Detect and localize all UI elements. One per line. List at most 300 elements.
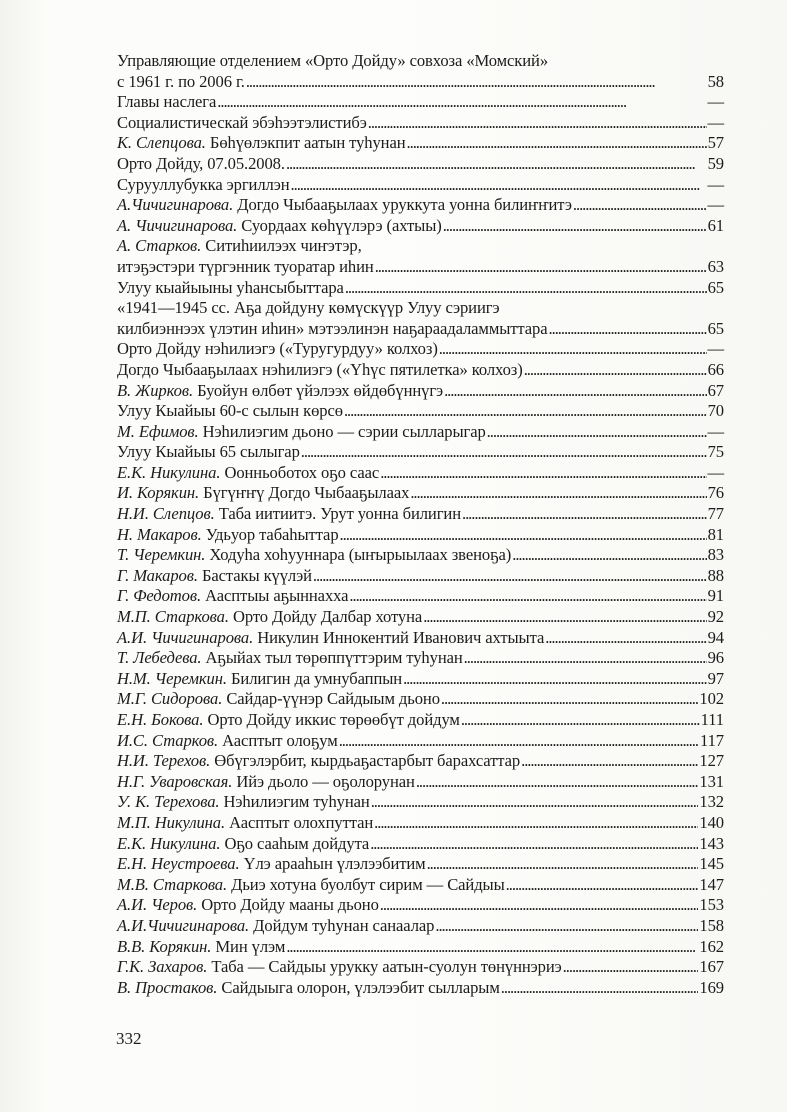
- toc-entry-line: [117, 710, 724, 731]
- toc-entry-author: Т. Черемкин.: [117, 545, 206, 565]
- toc-entry-page: —: [707, 112, 724, 132]
- toc-entry-author: К. Слепцова.: [117, 133, 206, 153]
- toc-entry: [117, 916, 724, 937]
- toc-entry-author: М. Ефимов.: [117, 421, 199, 441]
- toc-entry-text: [117, 628, 544, 649]
- toc-entry-line: [117, 937, 724, 958]
- dot-leader: [374, 813, 698, 834]
- toc-entry-title: Орто Дойду нэһилиэгэ («Туругурдуу» колхоз): [117, 339, 438, 359]
- toc-entry-text: [117, 772, 415, 793]
- toc-entry-title: Таба иитиитэ. Урут уонна билигин: [218, 504, 461, 524]
- toc-entry-line: [117, 72, 724, 93]
- toc-entry-line: [117, 360, 724, 381]
- toc-entry-title: Үлэ арааһын үлэлээбитим: [243, 854, 426, 874]
- toc-entry: [117, 113, 724, 134]
- toc-entry-page: —: [707, 174, 724, 194]
- toc-entry-title: Никулин Иннокентий Иванович ахтыыта: [257, 627, 545, 647]
- dot-leader: [370, 834, 698, 855]
- toc-entry-line: [117, 339, 724, 360]
- toc-entry-page: 77: [707, 504, 724, 524]
- toc-entry-line: [117, 154, 724, 175]
- toc-entry-author: М.П. Старкова.: [117, 607, 229, 627]
- toc-entry-line: [117, 216, 724, 237]
- toc-entry-title: Орто Дойду иккис төрөөбүт дойдум: [207, 710, 460, 729]
- dot-leader: [340, 525, 707, 546]
- toc-entry-page: —: [707, 339, 724, 359]
- toc-entry: [117, 442, 724, 463]
- toc-entry-author: А.И. Черов.: [117, 895, 198, 915]
- toc-entry: [117, 854, 724, 875]
- toc-entry-page: 70: [707, 401, 724, 421]
- toc-entry-page: 65: [707, 277, 724, 297]
- toc-entry-author: Е.Н. Неустроева.: [117, 854, 240, 874]
- toc-entry: [117, 360, 724, 381]
- toc-entry: [117, 648, 724, 669]
- dot-leader: [501, 978, 699, 999]
- toc-entry-title: Главы наслега: [117, 92, 217, 112]
- dot-leader: [301, 442, 707, 463]
- dot-leader: [345, 278, 707, 299]
- toc-entry-page: 153: [699, 895, 724, 915]
- toc-entry-page: 57: [707, 133, 724, 153]
- dot-leader: [423, 607, 706, 628]
- dot-leader: [444, 381, 707, 402]
- dot-leader: [403, 669, 707, 690]
- toc-entry-line: [117, 381, 724, 402]
- toc-entry: [117, 710, 724, 731]
- toc-entry-title: Догдо Чыбааҕылаах нэһилиэгэ («Үһүс пятилетка» колхоз): [117, 359, 523, 379]
- toc-entry-page: 59: [707, 153, 724, 173]
- toc-entry-text: [117, 731, 338, 752]
- toc-entry-title: Ийэ дьоло — оҕолорунан: [236, 771, 415, 791]
- toc-entry-page: —: [707, 462, 724, 482]
- toc-entry-title: Оонньоботох оҕо саас: [224, 462, 380, 482]
- toc-entry-line: [117, 875, 724, 896]
- toc-entry-text: [117, 278, 344, 299]
- toc-entry-title: Орто Дойду мааны дьоно: [201, 895, 379, 915]
- toc-entry-author: А. Чичигинарова.: [117, 215, 238, 235]
- toc-entry-title: Бүгүҥҥү Догдо Чыбааҕылаах: [203, 483, 410, 503]
- toc-entry-text: [117, 834, 369, 855]
- toc-entry: [117, 607, 724, 628]
- toc-entry-page: 61: [707, 215, 724, 235]
- toc-entry-line: [117, 422, 724, 443]
- toc-entry-line: [117, 751, 724, 772]
- toc-entry-text: [117, 113, 367, 134]
- toc-entry-author: Г. Федотов.: [117, 586, 202, 606]
- toc-entry-page: 92: [707, 607, 724, 627]
- toc-entry-page: 67: [707, 380, 724, 400]
- toc-entry-text: [117, 154, 285, 175]
- toc-entry-title: Оҕо саaһым дойдута: [224, 833, 370, 853]
- toc-entry-author: М.Г. Сидорова.: [117, 689, 223, 709]
- toc-entry-line: [117, 792, 724, 813]
- toc-entry-author: И.С. Старков.: [117, 730, 219, 750]
- toc-entry-line: [117, 113, 724, 134]
- dot-leader: [506, 875, 699, 896]
- toc-entry-author: Г.К. Захаров.: [117, 957, 208, 977]
- toc-entry-text: [117, 442, 300, 463]
- toc-entry-line: [117, 607, 724, 628]
- toc-entry-text: [117, 51, 548, 72]
- toc-entry-text: [117, 957, 562, 978]
- toc-entry-line: [117, 689, 724, 710]
- toc-entry-line: [117, 236, 724, 257]
- toc-entry-text: [117, 648, 463, 669]
- toc-entry-text: [117, 236, 362, 257]
- toc-entry-line: [117, 319, 724, 340]
- toc-entry-page: 83: [707, 545, 724, 565]
- toc-entry-line: [117, 257, 724, 278]
- toc-entry-line: [117, 731, 724, 752]
- toc-entry-text: [117, 607, 422, 628]
- dot-leader: [286, 937, 698, 958]
- toc-entry: [117, 813, 724, 834]
- toc-entry-text: [117, 689, 440, 710]
- toc-entry-author: Н.М. Черемкин.: [117, 668, 227, 688]
- toc-entry-text: [117, 381, 443, 402]
- toc-entry-title: Аҕыйах тыл төрөппүттэрим туһунан: [205, 648, 463, 668]
- toc-entry-title: Управляющие отделением «Орто Дойду» совхоза «Момский»: [117, 51, 549, 70]
- toc-entry-author: Е.К. Никулина.: [117, 462, 221, 482]
- toc-entry-text: [117, 298, 499, 319]
- toc-entry-page: 65: [707, 318, 724, 338]
- dot-leader: [462, 504, 707, 525]
- toc-entry-text: [117, 257, 374, 278]
- toc-entry-text: [117, 401, 343, 422]
- toc-entry-author: Н. Макаров.: [117, 524, 202, 544]
- toc-entry-line: [117, 298, 724, 319]
- toc-entry-line: [117, 854, 724, 875]
- toc-entry-title: Удьуор табаһыттар: [205, 524, 339, 544]
- toc-entry: [117, 92, 724, 113]
- toc-entry-page: 91: [707, 586, 724, 606]
- toc-entry-author: И. Корякин.: [117, 483, 200, 503]
- toc-entry: [117, 895, 724, 916]
- toc-entry-text: [117, 937, 285, 958]
- toc-entry: [117, 545, 724, 566]
- toc-entry-text: [117, 566, 312, 587]
- toc-entry: [117, 381, 724, 402]
- toc-entry-title: Бастакы күүлэй: [201, 565, 312, 585]
- toc-entry-title: с 1961 г. по 2006 г.: [117, 71, 245, 91]
- toc-entry-page: 117: [700, 730, 724, 750]
- toc-entry-line: [117, 669, 724, 690]
- toc-entry: [117, 195, 724, 216]
- toc-entry-title: Сайдар-үүнэр Сайдыым дьоно: [226, 689, 440, 709]
- dot-leader: [435, 916, 698, 937]
- toc-entry-line: [117, 51, 724, 72]
- toc-entry-page: 63: [707, 256, 724, 276]
- toc-entry-title: Сурууллубукка эргиллэн: [117, 174, 290, 194]
- toc-entry-title: Нэһилиэгим дьоно — сэрии сылларыгар: [202, 421, 486, 441]
- toc-entry-line: [117, 278, 724, 299]
- toc-entry-page: 127: [699, 751, 724, 771]
- toc-entry-author: А.И. Чичигинарова.: [117, 627, 254, 647]
- toc-entry-line: [117, 401, 724, 422]
- toc-entry: [117, 586, 724, 607]
- toc-entry-line: [117, 648, 724, 669]
- toc-entry-title: Ходуһа хоһууннара (ыҥырыылаах звеноҕа): [209, 545, 512, 565]
- toc-entry-title: Дойдум туһунан санаалар: [253, 915, 435, 935]
- toc-entry-line: [117, 175, 724, 196]
- toc-entry-page: 169: [699, 977, 724, 997]
- toc-entry-author: У. К. Терехова.: [117, 792, 220, 812]
- toc-entry-title: Дьиэ хотуна буолбут сирим — Сайдыы: [231, 874, 505, 894]
- dot-leader: [217, 92, 706, 113]
- toc-entry-author: М.П. Никулина.: [117, 812, 226, 832]
- toc-entry: [117, 751, 724, 772]
- toc-entry-title: Орто Дойду, 07.05.2008.: [117, 153, 285, 173]
- dot-leader: [246, 72, 707, 93]
- toc-entry-title: Социалистическай эбэһээтэлистибэ: [117, 112, 367, 132]
- toc-entry-title: Ситиһиилээх чиҥэтэр,: [205, 236, 362, 256]
- toc-entry-line: [117, 92, 724, 113]
- toc-entry-page: 76: [707, 483, 724, 503]
- dot-leader: [549, 319, 707, 340]
- toc-entry-page: —: [707, 92, 724, 112]
- dot-leader: [461, 710, 700, 731]
- toc-entry-text: [117, 545, 511, 566]
- toc-entry-text: [117, 916, 434, 937]
- toc-entry-text: [117, 978, 500, 999]
- toc-entry: [117, 483, 724, 504]
- toc-entry-title: Суордаах көһүүлэрэ (ахтыы): [241, 215, 442, 235]
- toc-entry: [117, 669, 724, 690]
- toc-entry-line: [117, 895, 724, 916]
- toc-entry-line: [117, 813, 724, 834]
- toc-entry: [117, 834, 724, 855]
- toc-entry-page: 81: [707, 524, 724, 544]
- dot-leader: [339, 731, 699, 752]
- toc-entry: [117, 628, 724, 649]
- toc-entry: [117, 154, 724, 175]
- dot-leader: [427, 854, 699, 875]
- dot-leader: [521, 751, 698, 772]
- table-of-contents: [117, 51, 724, 998]
- toc-entry: [117, 278, 724, 299]
- toc-entry: [117, 525, 724, 546]
- toc-entry-page: 58: [707, 71, 724, 91]
- toc-entry-text: [117, 669, 402, 690]
- toc-entry-page: 140: [699, 812, 724, 832]
- toc-entry-line: [117, 957, 724, 978]
- toc-entry: [117, 772, 724, 793]
- toc-entry-author: М.В. Старкова.: [117, 874, 228, 894]
- toc-entry-text: [117, 195, 572, 216]
- toc-entry-author: А.И.Чичигинарова.: [117, 915, 250, 935]
- toc-entry-line: [117, 586, 724, 607]
- toc-entry-author: Е.Н. Бокова.: [117, 710, 204, 729]
- toc-entry-text: [117, 875, 505, 896]
- toc-entry: [117, 792, 724, 813]
- toc-entry-text: [117, 216, 442, 237]
- toc-entry-text: [117, 422, 486, 443]
- toc-entry-author: В. Простаков.: [117, 977, 218, 997]
- toc-entry-title: Орто Дойду Далбар хотуна: [232, 607, 423, 627]
- dot-leader: [380, 895, 699, 916]
- toc-entry-text: [117, 339, 438, 360]
- dot-leader: [439, 339, 707, 360]
- toc-entry-author: Н.Г. Уваровская.: [117, 771, 233, 791]
- toc-entry-author: Г. Макаров.: [117, 565, 198, 585]
- toc-entry-title: итэҕэстэри түргэнник туоратар иһин: [117, 256, 374, 276]
- toc-entry-page: 88: [707, 565, 724, 585]
- toc-entry-title: Билигин да умнубаппын: [231, 668, 403, 688]
- toc-entry-line: [117, 545, 724, 566]
- toc-entry-line: [117, 566, 724, 587]
- toc-entry: [117, 875, 724, 896]
- toc-entry: [117, 566, 724, 587]
- toc-entry-author: В.В. Корякин.: [117, 936, 212, 956]
- toc-entry: [117, 339, 724, 360]
- toc-entry: [117, 731, 724, 752]
- dot-leader: [524, 360, 707, 381]
- dot-leader: [368, 113, 707, 134]
- toc-entry-title: Аасптыы аҕыннахха: [205, 586, 349, 606]
- toc-entry: [117, 298, 724, 339]
- toc-entry-title: Улуу Кыайыы 60-с сылын көрсө: [117, 401, 343, 421]
- toc-entry-title: Өбүгэлэрбит, кырдьаҕастарбыт барахсаттар: [214, 751, 521, 771]
- toc-entry-text: [117, 504, 461, 525]
- toc-entry: [117, 133, 724, 154]
- toc-entry-text: [117, 92, 216, 113]
- toc-entry-line: [117, 483, 724, 504]
- toc-entry-line: [117, 133, 724, 154]
- toc-entry-author: А. Старков.: [117, 236, 202, 256]
- toc-entry-text: [117, 751, 520, 772]
- dot-leader: [464, 648, 707, 669]
- dot-leader: [291, 175, 707, 196]
- dot-leader: [416, 772, 699, 793]
- toc-entry-title: Нэһилиэгим туһунан: [223, 792, 370, 812]
- toc-entry-title: Сайдыыга олорон, үлэлээбит сылларым: [221, 977, 500, 997]
- dot-leader: [487, 422, 707, 443]
- toc-entry-title: Таба — Сайдыы урукку аатын-суолун төнүннэриэ: [211, 957, 562, 977]
- dot-leader: [375, 257, 707, 278]
- toc-entry-text: [117, 895, 379, 916]
- toc-entry-page: 147: [699, 874, 724, 894]
- dot-leader: [286, 154, 707, 175]
- toc-entry-line: [117, 834, 724, 855]
- toc-entry: [117, 401, 724, 422]
- toc-entry-page: 143: [699, 833, 724, 853]
- toc-entry-page: 94: [707, 627, 724, 647]
- dot-leader: [545, 628, 706, 649]
- toc-entry-text: [117, 463, 379, 484]
- dot-leader: [443, 216, 707, 237]
- toc-entry-author: Е.К. Никулина.: [117, 833, 221, 853]
- dot-leader: [371, 792, 699, 813]
- toc-entry-text: [117, 710, 460, 731]
- dot-leader: [349, 586, 706, 607]
- toc-entry-line: [117, 525, 724, 546]
- toc-entry-line: [117, 978, 724, 999]
- dot-leader: [313, 566, 707, 587]
- toc-entry-title: Бөһүөлэкпит аатын туһунан: [209, 133, 406, 153]
- toc-entry: [117, 236, 724, 277]
- dot-leader: [563, 957, 699, 978]
- toc-entry-text: [117, 175, 290, 196]
- dot-leader: [573, 195, 707, 216]
- toc-entry: [117, 463, 724, 484]
- toc-entry-page: 162: [699, 936, 724, 956]
- toc-entry-title: Аасптыт олохпуттан: [229, 812, 374, 832]
- toc-entry-page: 158: [699, 915, 724, 935]
- toc-entry-line: [117, 442, 724, 463]
- toc-entry-title: Аасптыт олоҕум: [222, 730, 338, 750]
- dot-leader: [344, 401, 707, 422]
- toc-entry-line: [117, 463, 724, 484]
- toc-entry-text: [117, 133, 406, 154]
- toc-entry-page: 131: [699, 771, 724, 791]
- toc-entry-author: Т. Лебедева.: [117, 648, 202, 668]
- toc-entry-text: [117, 525, 339, 546]
- toc-entry-page: 66: [707, 359, 724, 379]
- toc-entry: [117, 937, 724, 958]
- toc-entry-author: В. Жирков.: [117, 380, 194, 400]
- toc-entry: [117, 957, 724, 978]
- toc-entry-title: Догдо Чыбааҕылаах уруккута уонна билиҥҥитэ: [237, 195, 572, 215]
- dot-leader: [407, 133, 707, 154]
- dot-leader: [512, 545, 706, 566]
- toc-entry: [117, 216, 724, 237]
- toc-entry: [117, 422, 724, 443]
- toc-entry-title: «1941—1945 сс. Аҕа дойдуну көмүскүүр Улуу сэриигэ: [117, 298, 500, 318]
- toc-entry: [117, 978, 724, 999]
- toc-entry-page: 111: [700, 710, 724, 729]
- dot-leader: [441, 689, 699, 710]
- toc-entry-page: —: [707, 421, 724, 441]
- toc-entry-page: 132: [699, 792, 724, 812]
- toc-entry-text: [117, 483, 409, 504]
- toc-entry: [117, 51, 724, 92]
- toc-entry-line: [117, 195, 724, 216]
- toc-entry-title: Улуу кыайыыны уһансыбыттара: [117, 277, 344, 297]
- toc-entry-title: Буойун өлбөт үйэлээх өйдөбүннүгэ: [197, 380, 444, 400]
- toc-entry-author: Н.И. Терехов.: [117, 751, 211, 771]
- toc-entry-page: 96: [707, 648, 724, 668]
- toc-entry-page: 97: [707, 668, 724, 688]
- toc-entry: [117, 689, 724, 710]
- dot-leader: [380, 463, 706, 484]
- toc-entry-line: [117, 504, 724, 525]
- toc-entry-author: А.Чичигинарова.: [117, 195, 234, 215]
- toc-entry: [117, 504, 724, 525]
- toc-entry-text: [117, 72, 245, 93]
- page-number: 332: [116, 1029, 142, 1048]
- toc-entry-page: 102: [699, 689, 724, 709]
- toc-entry: [117, 175, 724, 196]
- toc-entry-line: [117, 628, 724, 649]
- toc-entry-text: [117, 854, 426, 875]
- toc-entry-text: [117, 813, 373, 834]
- toc-entry-line: [117, 916, 724, 937]
- toc-entry-author: Н.И. Слепцов.: [117, 504, 215, 524]
- toc-entry-text: [117, 586, 348, 607]
- toc-entry-line: [117, 772, 724, 793]
- toc-entry-page: —: [707, 195, 724, 215]
- dot-leader: [410, 483, 706, 504]
- toc-entry-title: Улуу Кыайыы 65 сылыгар: [117, 442, 300, 462]
- toc-entry-page: 145: [699, 854, 724, 874]
- toc-entry-text: [117, 792, 370, 813]
- toc-entry-text: [117, 360, 523, 381]
- toc-entry-text: [117, 319, 548, 340]
- toc-entry-title: Мин үлэм: [215, 936, 286, 956]
- toc-entry-title: килбиэннээх үлэтин иһин» мэтээлинэн наҕараадаламмыттара: [117, 318, 548, 338]
- toc-entry-page: 75: [707, 442, 724, 462]
